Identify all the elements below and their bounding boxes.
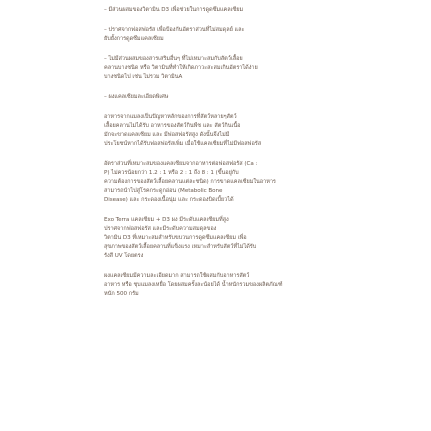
paragraph-insect-diet: อาหารจากแมลงเป็นปัญหาหลักของการที่สัตว์หลายๆสัตว์ เลื้อยคลานไม่ได้รับ อาหารของสัตว์กินพืช และ สัตว์กินเนื้อ มักจะขาดแคลเซียม และ มีฟอสฟอรัสสูง ดังนั้นจึงไม่มี ประโยชน์หากได้รับฟอสฟอรัสเพิ่ม เมื่อใช้แคลเซียมที่ไม่มีฟอสฟอรัส: [104, 114, 262, 147]
paragraph-product-summary: Exo Terra แคลเซียม + D3 ผง มีระดับแคลเซียมที่สูง ปราศจากฟอสฟอรัส และมีระดับความสมดุลของ วิตามิน D3 ที่เหมาะสมสำหรับขบวนการดูดซึมแคลเซียม เพื่อ สุขภาพของสัตว์เลื้อยคลานที่แข็งแรง เหมาะสำหรับสัตว์ที่ไม่ได้รับ รังสี UV โดยตรง: [104, 217, 257, 259]
feature-no-additives: – ไม่มีส่วนผสมของสารเสริมอื่นๆ ที่ไม่เหมาะสมกับสัตว์เลื้อย คลานบางชนิด หรือ วิตามินที่ทำให้เกิดภาวะสะสมเกินอัตราได้ง่าย บางชนิดไป เช่น ไม่รวม วิตามินA: [104, 56, 258, 80]
paragraph-usage-weight: ผงแคลเซียมมีความละเอียดมาก สามารถใช้ผสมกับอาหารสัตว์ อาหาร หรือ ชุบแมลงเหยื่อ โดยผสมครั้งละน้อยได้ น้ำหนักรวมของผลิตภัณฑ์ หนัก 500 กรัม: [104, 273, 283, 297]
feature-fine-powder: – ผงแคลเซียมละเอียดพิเศษ: [104, 94, 169, 100]
product-description: [104, 6, 326, 310]
feature-vitamin-d3: – มีส่วนผสมของวิตามิน D3 เพื่อช่วยในการดูดซึมแคลเซียม: [104, 7, 244, 13]
paragraph-ca-p-ratio: อัตราส่วนที่เหมาะสมของแคลเซียมจากอาหารต่อฟอสฟอรัส (Ca : P) ไม่ควรน้อยกว่า 1.2 : 1 หรือ 2 : 1 ถึง 8 : 1 (ขึ้นอยู่กับ ความต้องการของสัตว์เลื้อยคลานแต่ละชนิด) การขาดแคลเซียมในอาหาร สามารถนำไปสู่โรคกระดูกอ่อน (Metabolic Bone Disease) และ กระดองเนื้อนุ่ม และ กระดองบิดเบี้ยวได้: [104, 161, 276, 203]
feature-phosphorus-free: – ปราศจากฟอสฟอรัส เพื่อป้องกันอัตราส่วนที่ไม่สมดุลย์ และ ยับยั้งการดูดซึมแคลเซียม: [104, 27, 245, 42]
